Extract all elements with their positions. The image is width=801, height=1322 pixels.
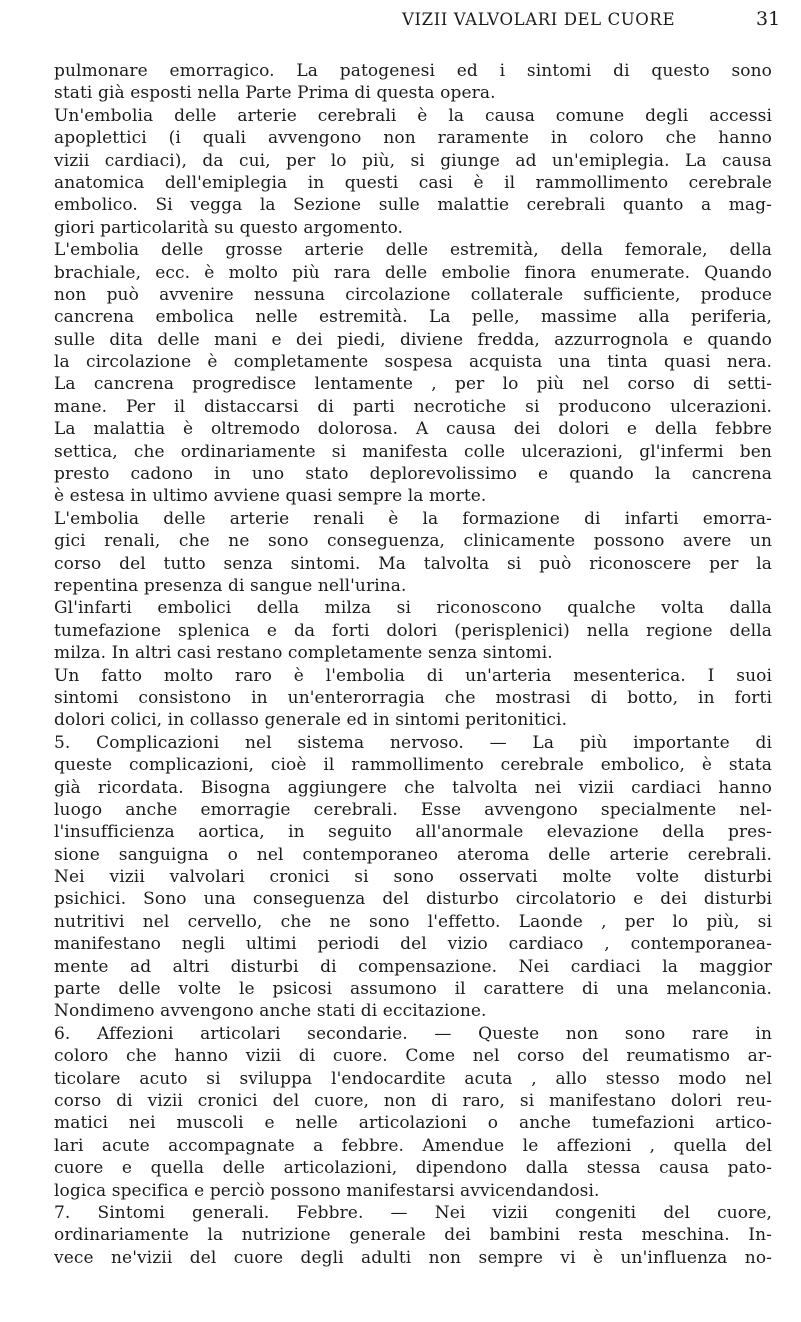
text-line: brachiale, ecc. è molto più rara delle embolie finora enumerate. Quando [54,262,772,283]
text-line: giori particolarità su questo argomento. [54,217,404,238]
text-line: cancrena embolica nelle estremità. La pelle, massime alla periferia, [54,307,772,328]
text-line: corso del tutto senza sintomi. Ma talvolta si può riconoscere per la [54,553,772,574]
text-line: Un fatto molto raro è l'embolia di un'arteria mesenterica. I suoi [54,665,772,686]
text-line: settica, che ordinariamente si manifesta colle ulcerazioni, gl'infermi ben [54,441,772,462]
text-line: Nondimeno avvengono anche stati di eccitazione. [54,1001,487,1022]
text-line: manifestano negli ultimi periodi del vizio cardiaco , contemporanea- [54,934,772,955]
text-line: L'embolia delle grosse arterie delle estremità, della femorale, della [54,240,772,261]
text-line: parte delle volte le psicosi assumono il carattere di una melanconia. [54,979,772,1000]
text-line: logica specifica e perciò possono manifestarsi avvicendandosi. [54,1180,600,1201]
text-line: Un'embolia delle arterie cerebrali è la causa comune degli accessi [54,105,772,126]
text-line: anatomica dell'emiplegia in questi casi è il rammollimento cerebrale [54,172,772,193]
text-line: luogo anche emorragie cerebrali. Esse avvengono specialmente nel- [54,799,772,820]
text-line: L'embolia delle arterie renali è la formazione di infarti emorra- [54,508,772,529]
section-heading-line: 7. Sintomi generali. Febbre. — Nei vizii congeniti del cuore, [54,1202,772,1223]
text-line: dolori colici, in collasso generale ed in sintomi peritonitici. [54,710,568,731]
text-line: già ricordata. Bisogna aggiungere che talvolta nei vizii cardiaci hanno [54,777,772,798]
text-line: pulmonare emorragico. La patogenesi ed i sintomi di questo sono [54,61,772,81]
body-text [54,60,772,1269]
text-line: repentina presenza di sangue nell'urina. [54,575,407,596]
text-line: tumefazione splenica e da forti dolori (perisplenici) nella regione della [54,620,772,641]
text-line: La malattia è oltremodo dolorosa. A causa dei dolori e della febbre [54,419,772,440]
text-line: sione sanguigna o nel contemporaneo ateroma delle arterie cerebrali. [54,844,772,865]
text-line: vizii cardiaci), da cui, per lo più, si giunge ad un'emiplegia. La causa [54,150,772,171]
text-line: nutritivi nel cervello, che ne sono l'effetto. Laonde , per lo più, si [54,911,772,932]
text-line: ticolare acuto si sviluppa l'endocardite acuta , allo stesso modo nel [54,1068,772,1089]
section-heading-line: 5. Complicazioni nel sistema nervoso. — La più importante di [54,732,772,753]
text-line: la circolazione è completamente sospesa acquista una tinta quasi nera. [54,352,772,373]
text-line: presto cadono in uno stato deplorevolissimo e quando la cancrena [54,464,772,485]
text-line: gici renali, che ne sono conseguenza, clinicamente possono avere un [54,531,772,552]
text-line: embolico. Si vegga la Sezione sulle malattie cerebrali quanto a mag- [54,195,772,216]
text-line: Nei vizii valvolari cronici si sono osservati molte volte disturbi [54,867,772,888]
section-heading-line: 6. Affezioni articolari secondarie. — Queste non sono rare in [54,1023,772,1044]
text-line: psichici. Sono una conseguenza del disturbo circolatorio e dei disturbi [54,889,772,910]
page-number: 31 [756,8,781,30]
text-line: sulle dita delle mani e dei piedi, diviene fredda, azzurrognola e quando [54,329,772,350]
text-line: mente ad altri disturbi di compensazione. Nei cardiaci la maggior [54,956,772,977]
text-line: Gl'infarti embolici della milza si riconoscono qualche volta dalla [54,598,772,619]
text-line: cuore e quella delle articolazioni, dipendono dalla stessa causa pato- [54,1158,772,1179]
text-line: coloro che hanno vizii di cuore. Come nel corso del reumatismo ar- [54,1046,772,1067]
running-head: VIZII VALVOLARI DEL CUORE [402,10,676,29]
text-line: corso di vizii cronici del cuore, non di raro, si manifestano dolori reu- [54,1090,772,1111]
text-line: queste complicazioni, cioè il rammollimento cerebrale embolico, è stata [54,755,772,776]
text-line: stati già esposti nella Parte Prima di questa opera. [54,83,496,104]
text-line: ordinariamente la nutrizione generale dei bambini resta meschina. In- [54,1225,772,1246]
text-line: mane. Per il distaccarsi di parti necrotiche si producono ulcerazioni. [54,396,772,417]
text-line: milza. In altri casi restano completamente senza sintomi. [54,643,553,664]
text-line: è estesa in ultimo avviene quasi sempre la morte. [54,486,487,507]
text-line: apoplettici (i quali avvengono non raramente in coloro che hanno [54,128,772,149]
text-line: vece ne'vizii del cuore degli adulti non sempre vi è un'influenza no- [54,1247,772,1268]
text-line: non può avvenire nessuna circolazione collaterale sufficiente, produce [54,284,772,305]
text-line: La cancrena progredisce lentamente , per lo più nel corso di setti- [54,374,772,395]
text-line: lari acute accompagnate a febbre. Amendue le affezioni , quella del [54,1135,772,1156]
text-line: l'insufficienza aortica, in seguito all'anormale elevazione della pres- [54,822,772,843]
text-line: matici nei muscoli e nelle articolazioni o anche tumefazioni artico- [54,1113,772,1134]
text-line: sintomi consistono in un'enterorragia che mostrasi di botto, in forti [54,687,772,708]
